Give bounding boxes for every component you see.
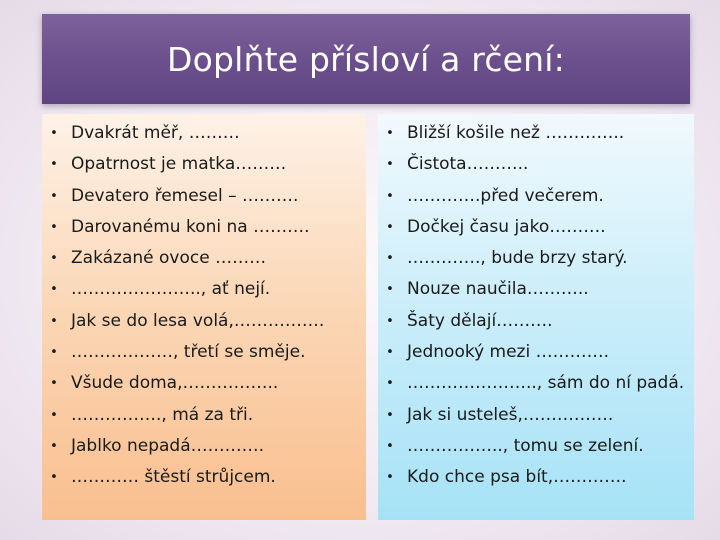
list-item — [378, 181, 694, 212]
proverb-text: ………………….., sám do ní padá. — [407, 373, 685, 394]
list-item — [378, 274, 694, 305]
proverb-text: Bližší košile než ………….. — [407, 123, 625, 143]
bullet-icon: • — [386, 376, 394, 392]
list-item — [42, 212, 366, 243]
bullet-icon: • — [386, 313, 394, 329]
proverb-text: ……………., má za tři. — [71, 404, 254, 425]
list-item — [378, 462, 694, 493]
bullet-icon: • — [50, 251, 58, 267]
bullet-icon: • — [50, 157, 58, 173]
proverb-text: Dvakrát měř, ……… — [71, 123, 240, 143]
bullet-icon: • — [386, 219, 394, 235]
list-item — [378, 306, 694, 337]
proverb-text: Jak se do lesa volá,……………. — [71, 310, 325, 331]
left-proverb-list — [42, 118, 366, 494]
proverb-text: Čistota……….. — [407, 154, 529, 175]
bullet-icon: • — [50, 126, 58, 141]
bullet-icon: • — [50, 219, 58, 235]
proverb-text: Opatrnost je matka……… — [71, 154, 287, 175]
proverb-text: Jablko nepadá…………. — [71, 435, 265, 456]
proverb-text: ………….před večerem. — [407, 185, 604, 206]
list-item — [42, 274, 366, 305]
bullet-icon: • — [386, 251, 394, 267]
list-item — [42, 149, 366, 180]
list-item — [42, 431, 366, 462]
bullet-icon: • — [386, 188, 394, 204]
left-proverb-panel — [42, 114, 366, 520]
proverb-text: ………………….., ať nejí. — [71, 279, 271, 300]
list-item — [42, 400, 366, 431]
proverb-text: …………., bude brzy starý. — [407, 248, 628, 269]
bullet-icon: • — [50, 282, 58, 298]
bullet-icon: • — [386, 407, 394, 423]
right-proverb-list — [378, 118, 694, 494]
proverb-text: Kdo chce psa bít,…………. — [407, 467, 627, 488]
list-item — [378, 212, 694, 243]
bullet-icon: • — [50, 313, 58, 329]
list-item — [42, 181, 366, 212]
proverb-text: Jak si usteleš,……………. — [407, 404, 614, 425]
bullet-icon: • — [50, 376, 58, 392]
bullet-icon: • — [386, 470, 394, 486]
bullet-icon: • — [50, 407, 58, 423]
list-item — [42, 337, 366, 368]
proverb-text: ………………, třetí se směje. — [71, 342, 306, 363]
bullet-icon: • — [50, 470, 58, 486]
list-item — [378, 431, 694, 462]
list-item — [42, 243, 366, 274]
bullet-icon: • — [386, 438, 394, 454]
proverb-text: Šaty dělají………. — [407, 310, 553, 331]
list-item — [378, 243, 694, 274]
list-item — [42, 306, 366, 337]
list-item — [42, 118, 366, 149]
page-title: Doplňte přísloví a rčení: — [167, 39, 565, 79]
list-item — [378, 368, 694, 399]
list-item — [378, 149, 694, 180]
bullet-icon: • — [386, 157, 394, 173]
proverb-text: Darovanému koni na ………. — [71, 216, 310, 237]
bullet-icon: • — [50, 188, 58, 204]
list-item — [378, 118, 694, 149]
proverb-text: Všude doma,…………….. — [71, 373, 279, 394]
proverb-text: …………….., tomu se zelení. — [407, 435, 644, 456]
bullet-icon: • — [386, 345, 394, 361]
bullet-icon: • — [386, 126, 394, 141]
proverb-text: Zakázané ovoce ……… — [71, 248, 267, 269]
title-banner — [42, 14, 690, 104]
proverb-text: Jednooký mezi …………. — [407, 342, 610, 363]
proverb-text: Dočkej času jako………. — [407, 216, 606, 237]
list-item — [378, 337, 694, 368]
proverb-text: Devatero řemesel – ………. — [71, 185, 299, 206]
proverb-text: Nouze naučila……….. — [407, 279, 589, 300]
bullet-icon: • — [386, 282, 394, 298]
list-item — [42, 368, 366, 399]
list-item — [378, 400, 694, 431]
bullet-icon: • — [50, 345, 58, 361]
list-item — [42, 462, 366, 493]
right-proverb-panel — [378, 114, 694, 520]
proverb-text: ………… štěstí strůjcem. — [71, 467, 276, 488]
bullet-icon: • — [50, 438, 58, 454]
